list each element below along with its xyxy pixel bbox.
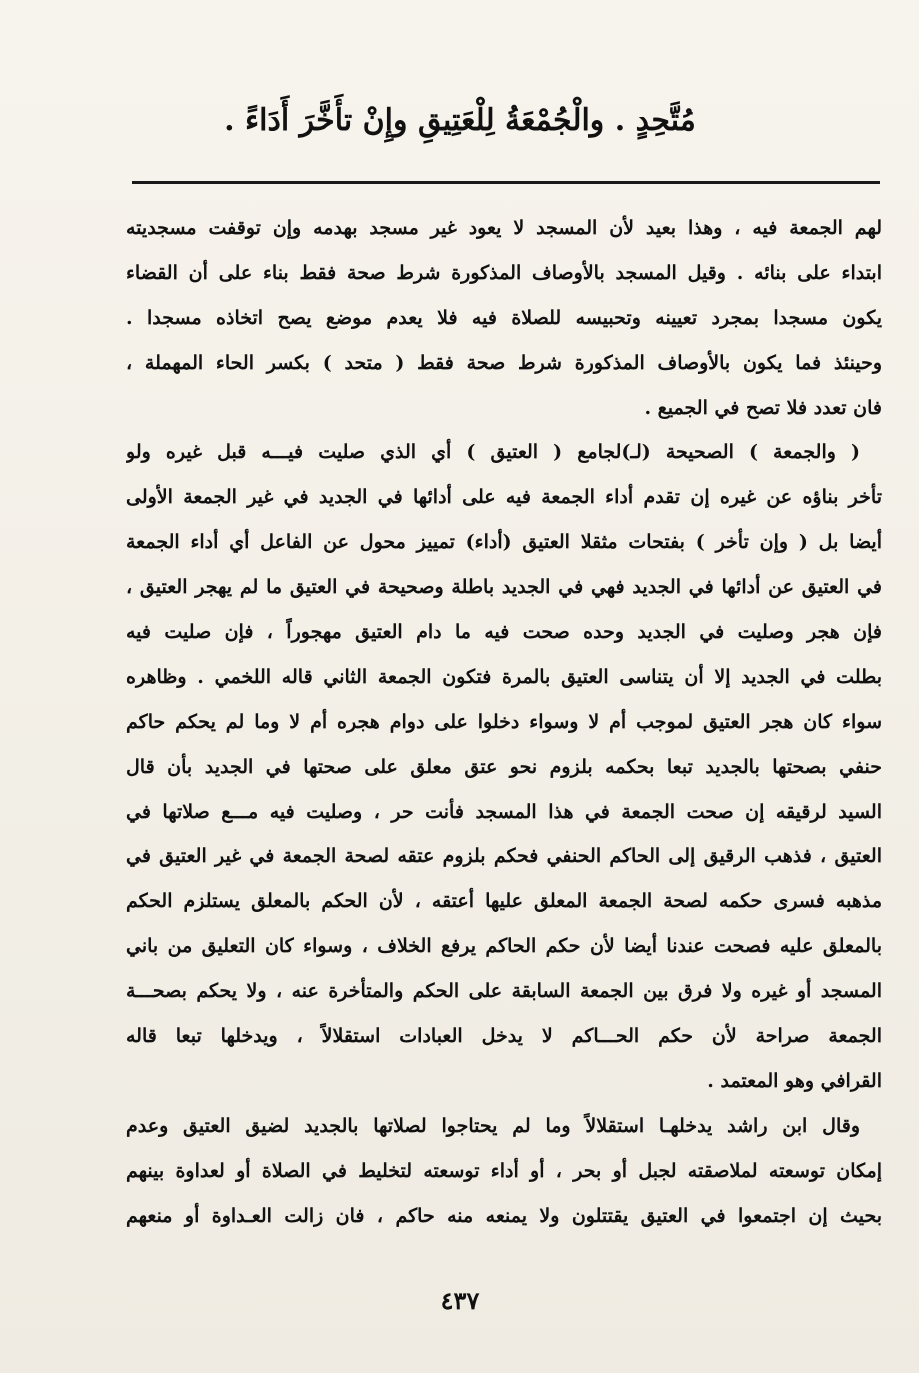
text-line: حنفي بصحتها بالجديد تبعا بحكمه بلزوم نحو عتق معلق على صحتها في الجديد بأن قال bbox=[126, 755, 882, 778]
text-line: ( والجمعة ) الصحيحة (لـ)لجامع ( العتيق ) أي الذي صليت فيـــه قبل غيره ولو bbox=[126, 441, 860, 464]
text-line: فان تعدد فلا تصح في الجميع . bbox=[644, 396, 882, 419]
text-line: السيد لرقيقه إن صحت الجمعة في هذا المسجد فأنت حر ، وصليت فيه مـــع صلاتها في bbox=[126, 800, 882, 823]
text-line: بالمعلق عليه فصحت عندنا أيضا لأن حكم الحاكم يرفع الخلاف ، وسواء كان التعليق من باني bbox=[126, 935, 882, 958]
text-line: فإن هجر وصليت في الجديد وحده صحت فيه ما دام العتيق مهجوراً ، فإن صليت فيه bbox=[126, 621, 882, 644]
text-line: بطلت في الجديد إلا أن يتناسى العتيق بالمرة فتكون الجمعة الثاني قاله اللخمي . وظاهره bbox=[126, 665, 882, 688]
text-line: لهم الجمعة فيه ، وهذا بعيد لأن المسجد لا يعود غير مسجد بهدمه وإن توقفت مسجديته bbox=[126, 217, 882, 239]
text-line: تأخر بناؤه عن غيره إن تقدم أداء الجمعة فيه على أدائها في الجديد في غير الجمعة الأولى bbox=[126, 486, 882, 509]
text-line: مذهبه فسرى حكمه لصحة الجمعة المعلق عليها أعتقه ، لأن الحكم بالمعلق يستلزم الحكم bbox=[126, 890, 882, 913]
text-line: ابتداء على بنائه . وقيل المسجد بالأوصاف المذكورة شرط صحة فقط بناء على أن القضاء bbox=[126, 261, 882, 284]
text-line: في العتيق عن أدائها في الجديد فهي في الجديد باطلة وصحيحة في العتيق ما لم يهجر العتيق ، bbox=[126, 576, 882, 599]
text-line: إمكان توسعته لملاصقته لجبل أو بحر ، أو أداء توسعته لتخليط في الصلاة أو لعداوة بينهم bbox=[126, 1159, 882, 1182]
text-line: المسجد أو غيره ولا فرق بين الجمعة السابقة على الحكم والمتأخرة عنه ، ولا يحكم بصحـــة bbox=[126, 980, 882, 1003]
text-line: بحيث إن اجتمعوا في العتيق يقتتلون ولا يمنعه منه حاكم ، فان زالت العـداوة أو منعهم bbox=[126, 1204, 882, 1227]
text-line: سواء كان هجر العتيق لموجب أم لا وسواء دخلوا على دوام هجره أم لا وما لم يحكم حاكم bbox=[126, 710, 882, 733]
text-line: وقال ابن راشد يدخلهـا استقلالاً وما لم يحتاجوا لصلاتها بالجديد لضيق العتيق وعدم bbox=[126, 1114, 860, 1137]
header-rule bbox=[132, 181, 880, 184]
text-line: يكون مسجدا بمجرد تعيينه وتحبيسه للصلاة فيه فلا يعدم موضع يصح اتخاذه مسجدا . bbox=[126, 306, 882, 329]
page-number: ٤٣٧ bbox=[440, 1286, 480, 1315]
text-line: العتيق ، فذهب الرقيق إلى الحاكم الحنفي فحكم بلزوم عتقه لصحة الجمعة في غير العتيق في bbox=[126, 845, 882, 868]
text-line: أيضا بل ( وإن تأخر ) بفتحات مثقلا العتيق (أداء) تمييز محول عن الفاعل أي أداء الجمعة bbox=[126, 531, 882, 554]
body-text bbox=[126, 206, 882, 1238]
page-heading: مُتَّحِدٍ . والْجُمْعَةُ لِلْعَتِيقِ وإِنْ تأَخَّرَ أَدَاءً . bbox=[224, 103, 696, 138]
text-line: وحينئذ فما يكون بالأوصاف المذكورة شرط صحة فقط ( متحد ) بكسر الحاء المهملة ، bbox=[126, 351, 882, 374]
text-line: الجمعة صراحة لأن حكم الحـــاكم لا يدخل العبادات استقلالاً ، ويدخلها تبعا قاله bbox=[126, 1025, 882, 1048]
text-line: القرافي وهو المعتمد . bbox=[707, 1069, 882, 1092]
